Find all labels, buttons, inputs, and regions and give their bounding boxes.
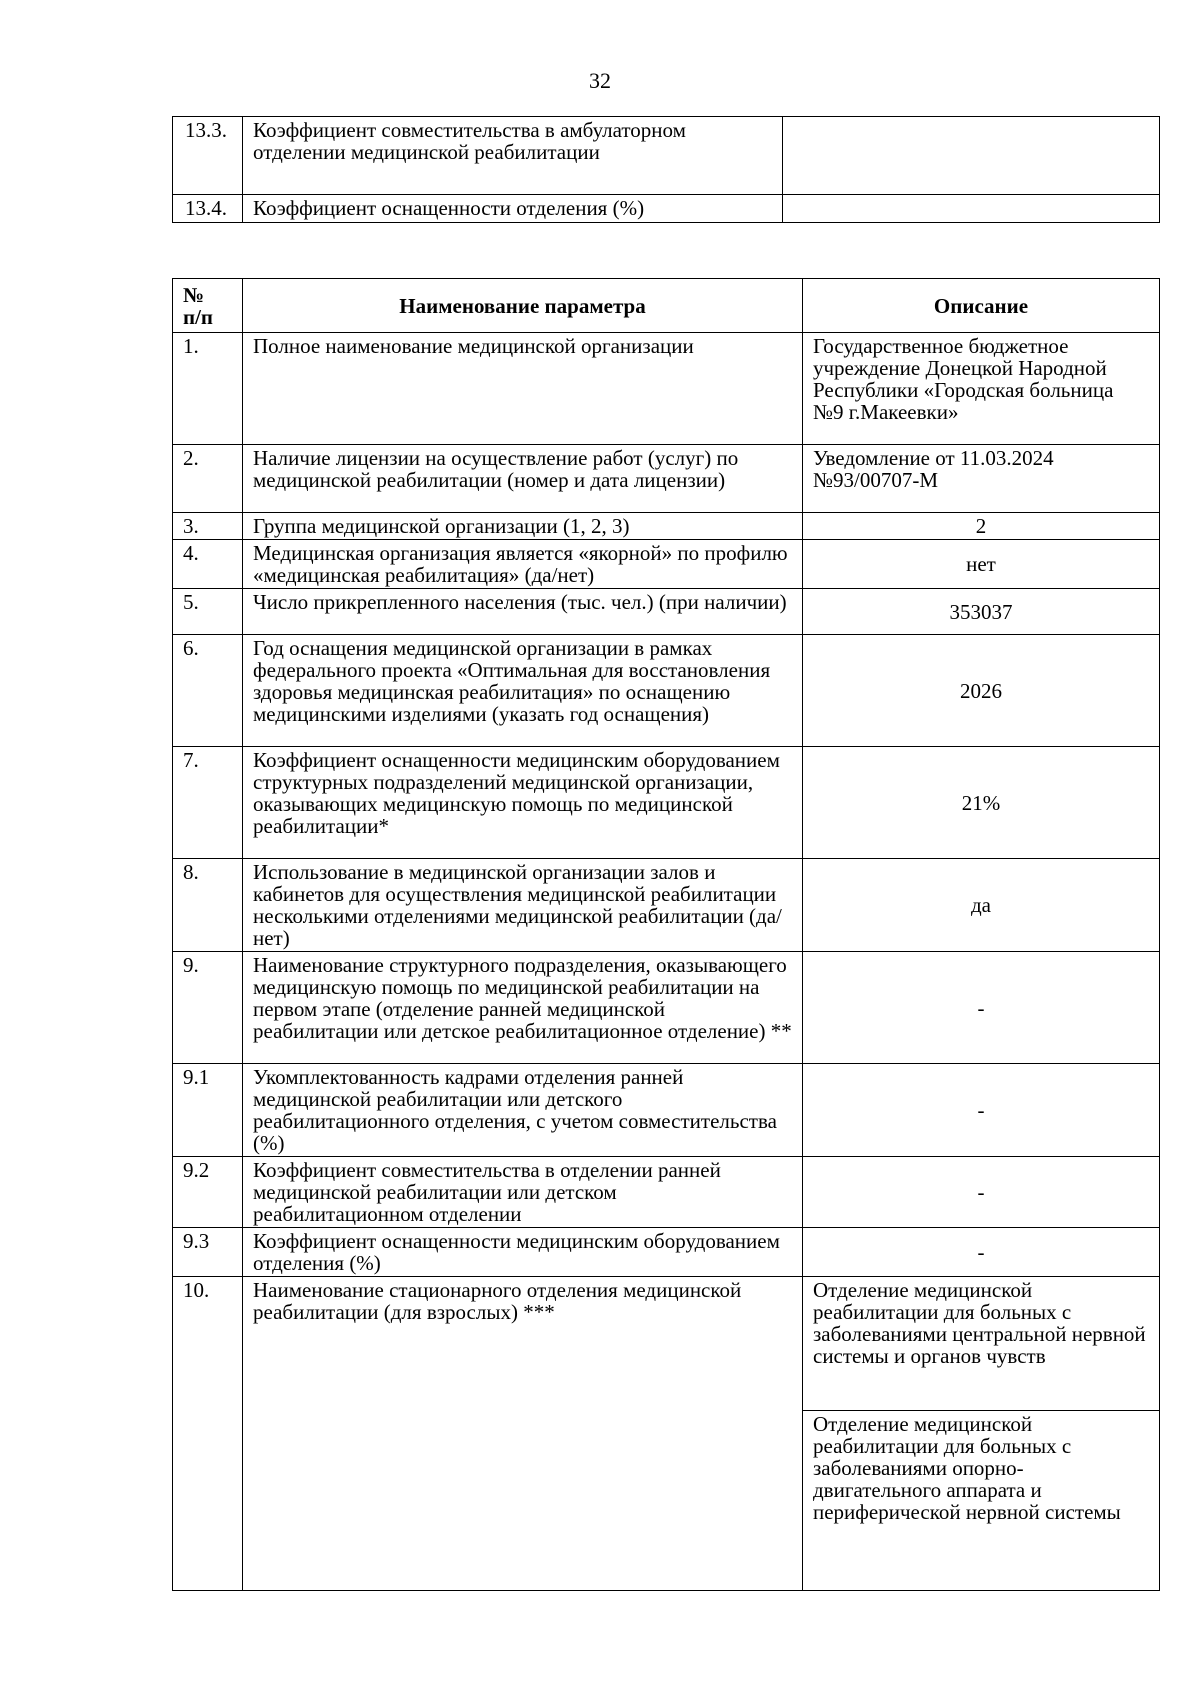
row-number: 1.	[173, 333, 243, 445]
parameter-name: Медицинская организация является «якорной» по профилю «медицинская реабилитация» (да/нет)	[243, 540, 803, 589]
header-number-line1: №	[183, 282, 205, 307]
parameter-value-second: Отделение медицинской реабилитации для больных с заболеваниями опорно-двигательного аппарата и периферической нервной системы	[803, 1411, 1160, 1591]
header-number	[173, 279, 243, 333]
row-number: 9.	[173, 952, 243, 1064]
table-row	[173, 952, 1160, 1064]
parameter-value: 21%	[803, 747, 1160, 859]
row-number: 9.2	[173, 1157, 243, 1228]
page-number: 32	[589, 68, 611, 93]
row-number: 13.3.	[173, 117, 243, 195]
parameter-value-first: Отделение медицинской реабилитации для больных с заболеваниями центральной нервной системы и органов чувств	[803, 1277, 1160, 1411]
parameter-value: 2	[803, 513, 1160, 540]
parameter-name: Коэффициент совместительства в отделении ранней медицинской реабилитации или детском реабилитационном отделении	[243, 1157, 803, 1228]
row-number: 5.	[173, 589, 243, 635]
table-row	[173, 195, 1160, 223]
table-row	[173, 513, 1160, 540]
parameter-value: Государственное бюджетное учреждение Донецкой Народной Республики «Городская больница №9 г.Макеевки»	[803, 333, 1160, 445]
row-number: 10.	[173, 1277, 243, 1591]
parameter-name: Наименование структурного подразделения, оказывающего медицинскую помощь по медицинской реабилитации на первом этапе (отделение ранней медицинской реабилитации или детское реабилитационное отделение) **	[243, 952, 803, 1064]
parameter-value	[783, 117, 1160, 195]
header-number-line2: п/п	[183, 304, 214, 329]
parameter-name: Год оснащения медицинской организации в рамках федерального проекта «Оптимальная для восстановления здоровья медицинская реабилитация» по оснащению медицинскими изделиями (указать год оснащения)	[243, 635, 803, 747]
continuation-table	[172, 116, 1160, 223]
parameter-value: -	[803, 1157, 1160, 1228]
parameter-value: Уведомление от 11.03.2024 №93/00707-М	[803, 445, 1160, 513]
parameter-value: 2026	[803, 635, 1160, 747]
row-number: 9.1	[173, 1064, 243, 1157]
parameter-name: Коэффициент оснащенности медицинским оборудованием отделения (%)	[243, 1228, 803, 1277]
table-row	[173, 333, 1160, 445]
row-number: 2.	[173, 445, 243, 513]
table-row	[173, 589, 1160, 635]
table-row	[173, 1064, 1160, 1157]
row-number: 13.4.	[173, 195, 243, 223]
parameter-value: -	[803, 1064, 1160, 1157]
header-description: Описание	[803, 279, 1160, 333]
parameter-name: Коэффициент оснащенности отделения (%)	[243, 195, 783, 223]
table-row	[173, 445, 1160, 513]
parameter-name: Наименование стационарного отделения медицинской реабилитации (для взрослых) ***	[243, 1277, 803, 1591]
parameter-value: -	[803, 1228, 1160, 1277]
parameter-name: Коэффициент оснащенности медицинским оборудованием структурных подразделений медицинской организации, оказывающих медицинскую помощь по медицинской реабилитации*	[243, 747, 803, 859]
table-row	[173, 859, 1160, 952]
parameter-name: Число прикрепленного населения (тыс. чел.) (при наличии)	[243, 589, 803, 635]
row-number: 4.	[173, 540, 243, 589]
table-header	[173, 279, 1160, 333]
header-parameter: Наименование параметра	[243, 279, 803, 333]
parameter-name: Наличие лицензии на осуществление работ (услуг) по медицинской реабилитации (номер и дата лицензии)	[243, 445, 803, 513]
parameter-name: Полное наименование медицинской организации	[243, 333, 803, 445]
row-number: 9.3	[173, 1228, 243, 1277]
parameter-name: Группа медицинской организации (1, 2, 3)	[243, 513, 803, 540]
parameter-value	[783, 195, 1160, 223]
row-number: 6.	[173, 635, 243, 747]
table-row	[173, 747, 1160, 859]
table-row	[173, 117, 1160, 195]
parameter-value: нет	[803, 540, 1160, 589]
table-row	[173, 1157, 1160, 1228]
parameter-value: 353037	[803, 589, 1160, 635]
row-number: 7.	[173, 747, 243, 859]
parameter-value: -	[803, 952, 1160, 1064]
table-row	[173, 635, 1160, 747]
table-row	[173, 1277, 1160, 1411]
parameter-value: да	[803, 859, 1160, 952]
parameter-name: Коэффициент совместительства в амбулаторном отделении медицинской реабилитации	[243, 117, 783, 195]
row-number: 8.	[173, 859, 243, 952]
row-number: 3.	[173, 513, 243, 540]
parameter-name: Использование в медицинской организации залов и кабинетов для осуществления медицинской реабилитации несколькими отделениями медицинской реабилитации (да/нет)	[243, 859, 803, 952]
parameters-table	[172, 278, 1160, 1591]
table-row	[173, 540, 1160, 589]
parameter-name: Укомплектованность кадрами отделения ранней медицинской реабилитации или детского реабилитационного отделения, с учетом совместительства (%)	[243, 1064, 803, 1157]
table-row	[173, 1228, 1160, 1277]
